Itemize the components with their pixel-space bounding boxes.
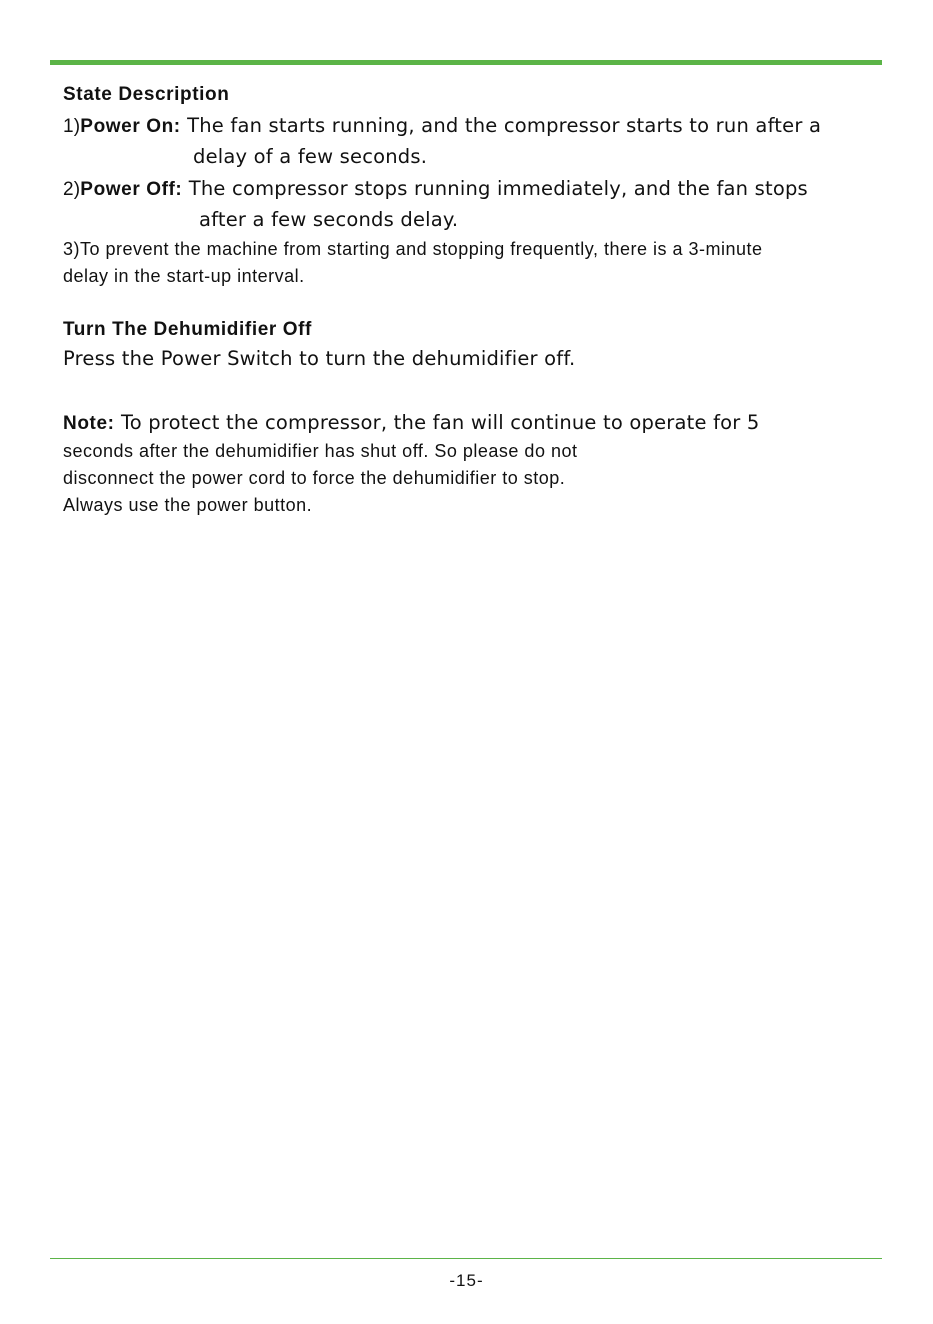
power-on-label: Power On: <box>80 116 181 137</box>
power-on-continuation: delay of a few seconds. <box>193 145 428 168</box>
turn-off-heading: Turn The Dehumidifier Off <box>63 319 312 340</box>
top-divider <box>50 60 882 65</box>
note-label: Note: <box>63 413 115 434</box>
note-line-4: Always use the power button. <box>63 495 313 515</box>
item-number: 1) <box>63 116 81 137</box>
note-text: To protect the compressor, the fan will continue to operate for 5 <box>114 411 760 434</box>
item-number: 2) <box>63 179 81 200</box>
restart-delay-line-1: 3)To prevent the machine from starting and stopping frequently, there is a 3-minute <box>63 239 763 259</box>
restart-delay-line-2: delay in the start-up interval. <box>63 266 305 286</box>
page-number: -15- <box>449 1271 484 1290</box>
power-on-text: The fan starts running, and the compressor starts to run after a <box>180 114 822 137</box>
note-line-2: seconds after the dehumidifier has shut off. So please do not <box>63 441 578 461</box>
state-description-heading: State Description <box>63 84 230 105</box>
power-off-text: The compressor stops running immediately, and the fan stops <box>182 177 808 200</box>
turn-off-instruction: Press the Power Switch to turn the dehumidifier off. <box>63 347 576 370</box>
power-off-continuation: after a few seconds delay. <box>199 208 459 231</box>
bottom-divider <box>50 1258 882 1259</box>
note-line-3: disconnect the power cord to force the dehumidifier to stop. <box>63 468 566 488</box>
note-line-1 <box>63 411 760 435</box>
power-on-line <box>63 114 821 138</box>
power-off-label: Power Off: <box>80 179 183 200</box>
power-off-line <box>63 177 808 201</box>
